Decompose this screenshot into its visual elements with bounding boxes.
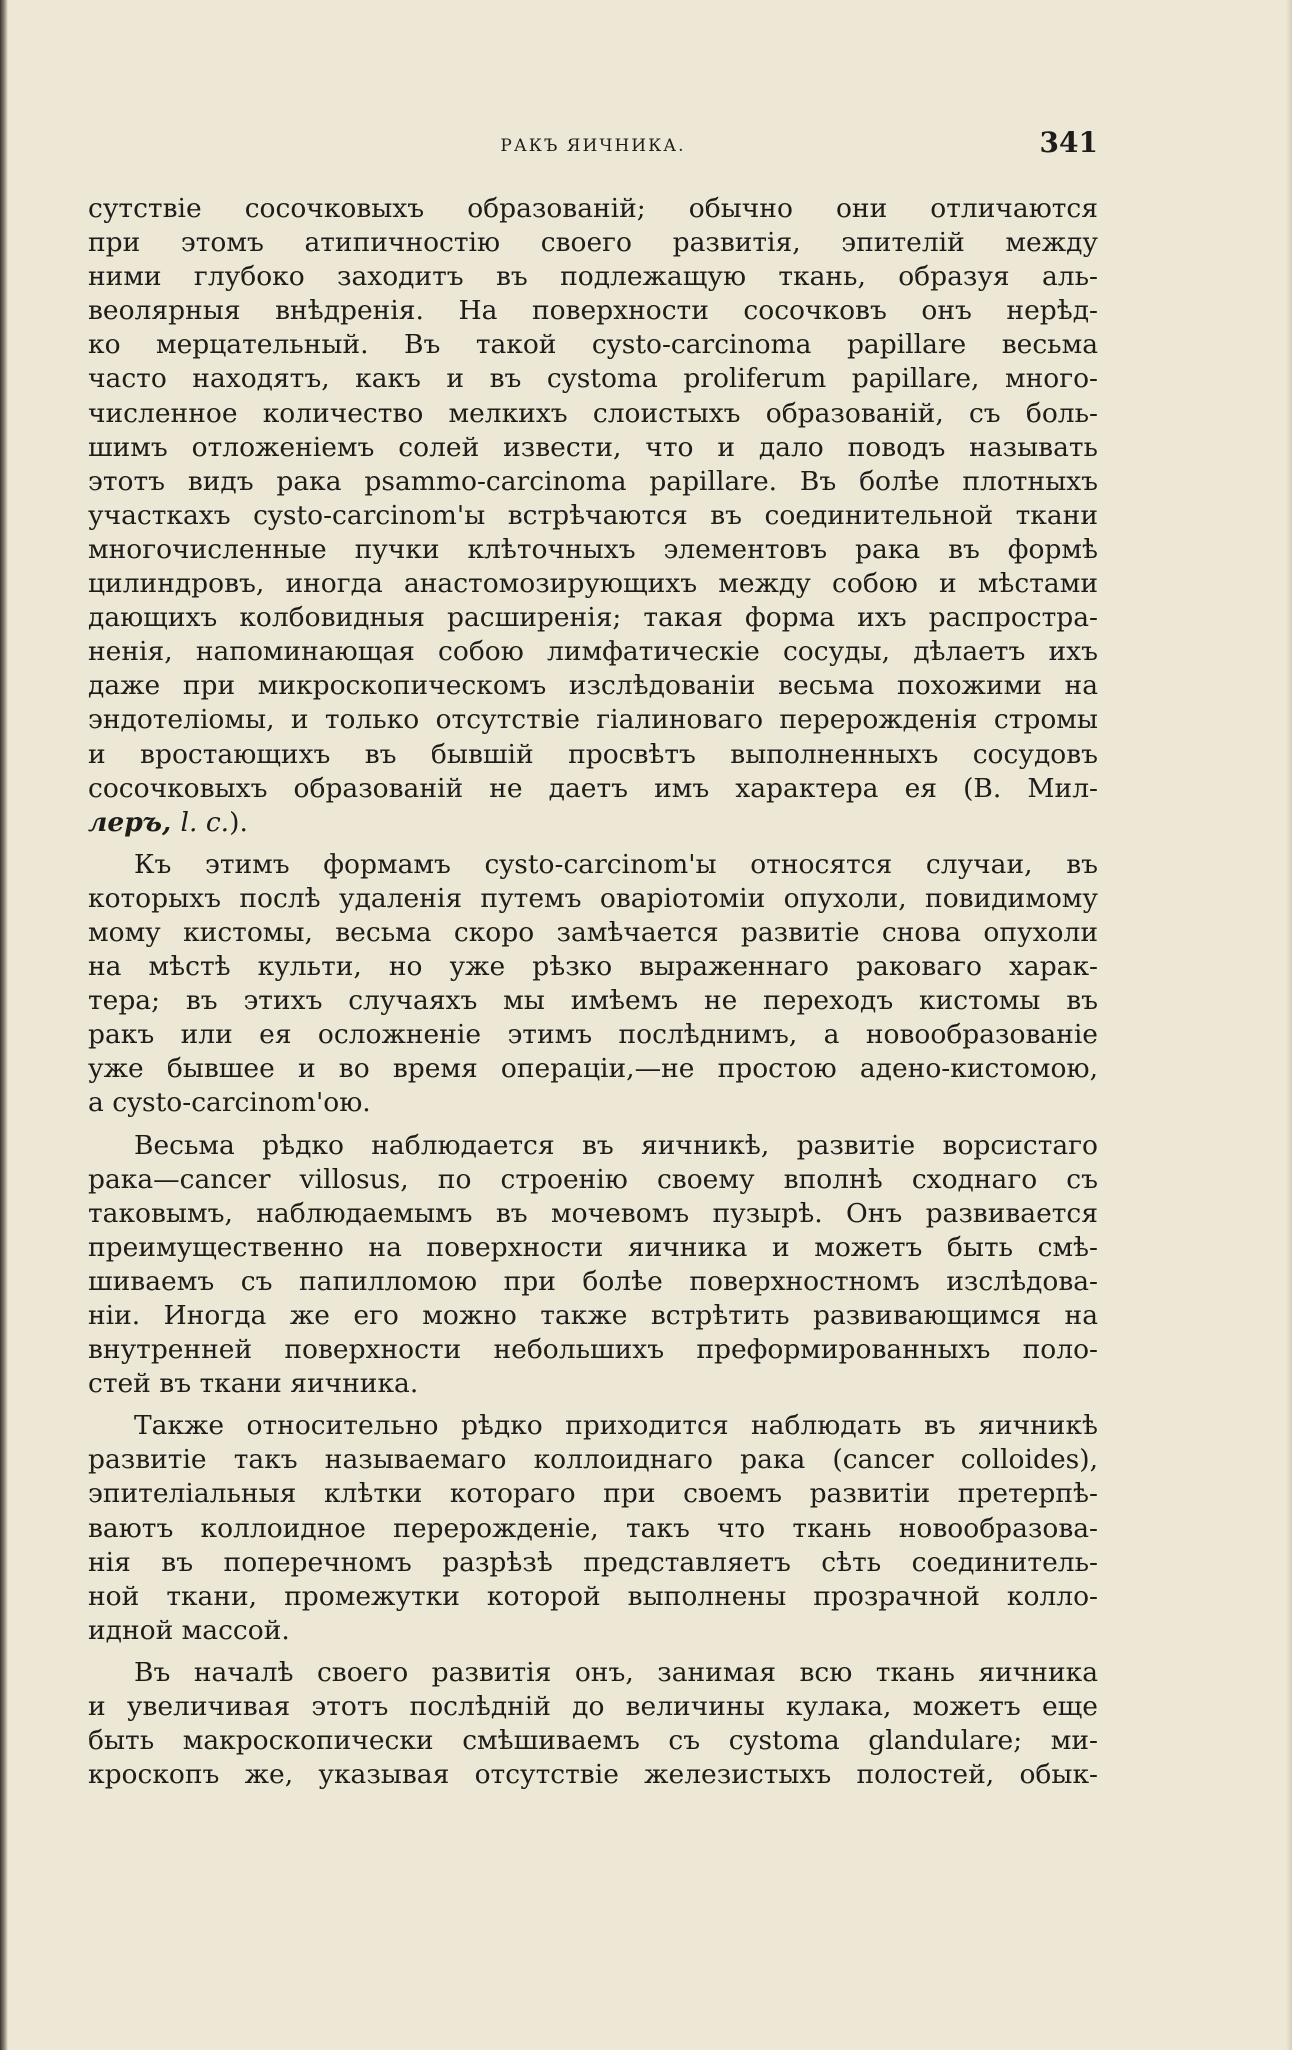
author-citation: леръ,	[88, 806, 181, 838]
text-line: стей въ ткани яичника.	[88, 1368, 419, 1400]
text-line: эндотеліомы, и только отсутствіе гіалиноваго перерожденія стромы	[88, 704, 1098, 736]
paragraph-3	[88, 1129, 1098, 1402]
text-line: кроскопъ же, указывая отсутствіе железистыхъ полостей, обык-	[88, 1759, 1098, 1791]
text-line: численное количество мелкихъ слоистыхъ образованій, съ боль-	[88, 397, 1098, 429]
text-line: часто находятъ, какъ и въ cystoma proliferum papillare, много-	[88, 363, 1098, 395]
text-line: ной ткани, промежутки которой выполнены прозрачной колло-	[88, 1580, 1098, 1612]
text-line: цилиндровъ, иногда анастомозирующихъ между собою и мѣстами	[88, 568, 1098, 600]
text-line: мому кистомы, весьма скоро замѣчается развитіе снова опухоли	[88, 916, 1098, 948]
text-line: внутренней поверхности небольшихъ преформированныхъ поло-	[88, 1334, 1098, 1366]
text-line: веолярныя внѣдренія. На поверхности сосочковъ онъ нерѣд-	[88, 295, 1098, 327]
text-line: быть макроскопически смѣшиваемъ съ cystoma glandulare; ми-	[88, 1725, 1098, 1757]
text-line: дающихъ колбовидныя расширенія; такая форма ихъ распростра-	[88, 602, 1098, 634]
text-line: Въ началѣ своего развитія онъ, занимая всю ткань яичника	[134, 1656, 1098, 1688]
text-line: шиваемъ съ папилломою при болѣе поверхностномъ изслѣдова-	[88, 1265, 1098, 1297]
text-line: ко мерцательный. Въ такой cysto-carcinoma papillare весьма	[88, 329, 1098, 361]
text-line: при этомъ атипичностію своего развитія, эпителій между	[88, 227, 1098, 259]
citation-close: ).	[229, 806, 248, 838]
page-binding-edge	[0, 0, 8, 2050]
running-title: РАКЪ ЯИЧНИКА.	[500, 136, 686, 156]
text-line: идной массой.	[88, 1614, 290, 1646]
text-line: Къ этимъ формамъ cysto-carcinom'ы относятся случаи, въ	[134, 848, 1098, 880]
text-line	[88, 806, 1098, 840]
text-line: участкахъ cysto-carcinom'ы встрѣчаются въ соединительной ткани	[88, 499, 1098, 531]
text-line: ніи. Иногда же его можно также встрѣтить развивающимся на	[88, 1300, 1098, 1331]
text-line: ваютъ коллоидное перерожденіе, такъ что ткань новообразова-	[88, 1512, 1098, 1544]
text-line: на мѣстѣ культи, но уже рѣзко выраженнаго раковаго харак-	[88, 951, 1098, 983]
page-header	[88, 126, 1098, 166]
text-line: Также относительно рѣдко приходится наблюдать въ яичникѣ	[134, 1410, 1098, 1442]
text-line: преимущественно на поверхности яичника и можетъ быть смѣ-	[88, 1231, 1098, 1263]
page-body	[88, 192, 1098, 1792]
text-line: рака—cancer villosus, по строенію своему вполнѣ сходнаго съ	[88, 1163, 1098, 1195]
text-line: а cysto-carcinom'ою.	[88, 1087, 371, 1119]
paragraph-4	[88, 1409, 1098, 1648]
text-line: развитіе такъ называемаго коллоиднаго рака (cancer colloides),	[88, 1444, 1098, 1476]
paragraph-5	[88, 1656, 1098, 1792]
text-line: ракъ или ея осложненіе этимъ послѣднимъ, а новообразованіе	[88, 1019, 1098, 1051]
paragraph-1	[88, 192, 1098, 840]
page-number: 341	[1039, 126, 1098, 159]
text-line: которыхъ послѣ удаленія путемъ оваріотоміи опухоли, повидимому	[88, 882, 1098, 914]
text-line: многочисленные пучки клѣточныхъ элементовъ рака въ формѣ	[88, 533, 1098, 565]
text-line: ними глубоко заходитъ въ подлежащую ткань, образуя аль-	[88, 261, 1098, 293]
text-line: таковымъ, наблюдаемымъ въ мочевомъ пузырѣ. Онъ развивается	[88, 1197, 1098, 1229]
page-outer-edge	[1286, 0, 1292, 2050]
text-line: нія въ поперечномъ разрѣзѣ представляетъ сѣть соединитель-	[88, 1546, 1098, 1578]
text-line: и увеличивая этотъ послѣдній до величины кулака, можетъ еще	[88, 1691, 1098, 1723]
text-line: тера; въ этихъ случаяхъ мы имѣемъ не переходъ кистомы въ	[88, 985, 1098, 1017]
text-line: уже бывшее и во время операціи,—не простою адено-кистомою,	[88, 1053, 1098, 1085]
text-line: эпителіальныя клѣтки котораго при своемъ развитіи претерпѣ-	[88, 1478, 1098, 1510]
text-line: шимъ отложеніемъ солей извести, что и дало поводъ называть	[88, 431, 1098, 463]
text-line: этотъ видъ рака psammo-carcinoma papillare. Въ болѣе плотныхъ	[88, 465, 1098, 497]
paragraph-2	[88, 848, 1098, 1121]
text-line: Весьма рѣдко наблюдается въ яичникѣ, развитіе ворсистаго	[134, 1129, 1098, 1161]
text-line: сутствіе сосочковыхъ образованій; обычно они отличаются	[88, 193, 1098, 224]
text-line: и вростающихъ въ бывшій просвѣтъ выполненныхъ сосудовъ	[88, 738, 1098, 770]
text-line: даже при микроскопическомъ изслѣдованіи весьма похожими на	[88, 670, 1098, 702]
text-line: ненія, напоминающая собою лимфатическіе сосуды, дѣлаетъ ихъ	[88, 636, 1098, 668]
text-line: сосочковыхъ образованій не даетъ имъ характера ея (В. Мил-	[88, 772, 1098, 804]
citation-reference: l. c.	[180, 806, 230, 838]
